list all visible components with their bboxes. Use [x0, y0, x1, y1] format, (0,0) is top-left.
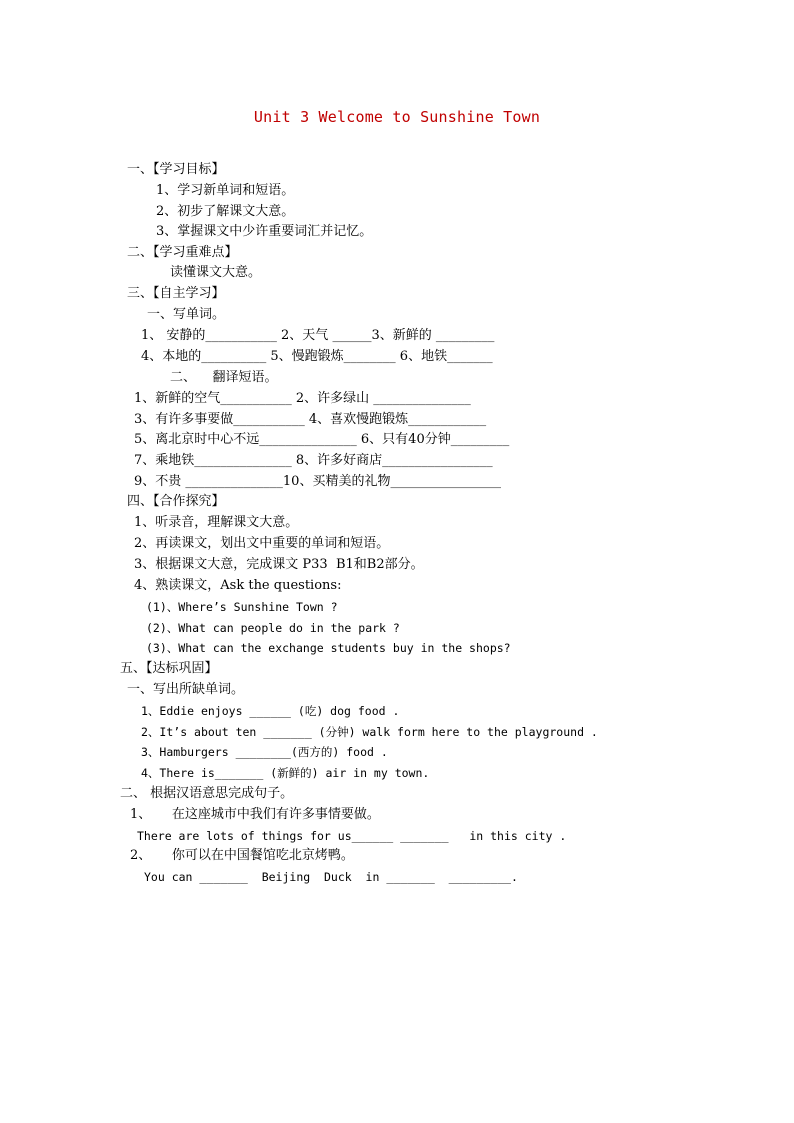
exercise-line: There are lots of things for us______ _______ in this city .	[137, 829, 567, 843]
text-line: 5、离北京时中心不远_______________ 6、只有40分钟_________	[134, 432, 510, 447]
text-line: 4、熟读课文，Ask the questions:	[134, 578, 342, 593]
subsection-heading: 一、写单词。	[147, 307, 226, 322]
exercise-line: 4、There is_______ (新鲜的) air in my town.	[141, 766, 430, 780]
section-heading: 五、【达标巩固】	[120, 661, 218, 676]
text-line: 9、不贵 _______________10、买精美的礼物_________________	[134, 474, 501, 489]
exercise-line: 2、It’s about ten _______ (分钟) walk form here to the playground .	[141, 725, 598, 739]
text-line: 读懂课文大意。	[170, 265, 262, 280]
text-line: 7、乘地铁_______________ 8、许多好商店_________________	[134, 453, 493, 468]
question-line: (3)、What can the exchange students buy in the shops?	[146, 641, 511, 655]
text-line: 2、 你可以在中国餐馆吃北京烤鸭。	[130, 848, 354, 863]
subsection-heading: 二、 根据汉语意思完成句子。	[120, 786, 294, 801]
exercise-line: 1、Eddie enjoys ______ (吃) dog food .	[141, 704, 400, 718]
subsection-heading: 一、写出所缺单词。	[127, 682, 245, 697]
page-title: Unit 3 Welcome to Sunshine Town	[253, 108, 541, 126]
text-line: 1、 在这座城市中我们有许多事情要做。	[130, 807, 380, 822]
section-heading: 三、【自主学习】	[127, 286, 225, 301]
text-line: 1、学习新单词和短语。	[156, 183, 295, 198]
text-line: 2、初步了解课文大意。	[156, 204, 295, 219]
text-line: 1、新鲜的空气___________ 2、许多绿山 _______________	[134, 391, 471, 406]
section-heading: 二、【学习重难点】	[127, 245, 238, 260]
question-line: (1)、Where’s Sunshine Town ?	[146, 600, 338, 614]
exercise-line: 3、Hamburgers ________(西方的) food .	[141, 745, 388, 759]
text-line: 4、本地的__________ 5、慢跑锻炼________ 6、地铁_______	[141, 349, 493, 364]
text-line: 1、 安静的___________ 2、天气 ______3、新鲜的 _________	[141, 328, 495, 343]
text-line: 3、根据课文大意，完成课文 P33 B1和B2部分。	[134, 557, 424, 572]
text-line: 3、有许多事要做___________ 4、喜欢慢跑锻炼____________	[134, 412, 487, 427]
section-heading: 一、【学习目标】	[127, 162, 225, 177]
exercise-line: You can _______ Beijing Duck in _______ _________.	[144, 870, 518, 884]
question-line: (2)、What can people do in the park ?	[146, 621, 400, 635]
subsection-heading: 二、 翻译短语。	[170, 370, 278, 385]
section-heading: 四、【合作探究】	[127, 494, 225, 509]
text-line: 3、掌握课文中少许重要词汇并记忆。	[156, 224, 373, 239]
text-line: 1、听录音，理解课文大意。	[134, 515, 299, 530]
text-line: 2、再读课文，划出文中重要的单词和短语。	[134, 536, 390, 551]
